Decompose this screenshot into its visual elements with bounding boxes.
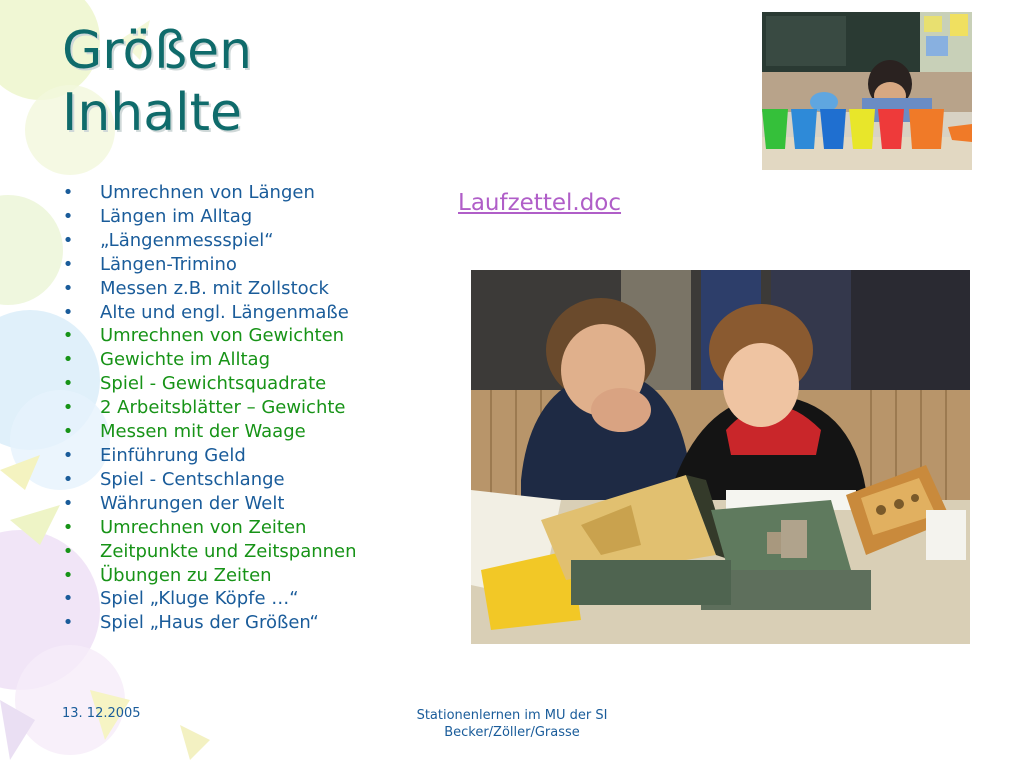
photo-two-boys-with-scale [471, 270, 970, 644]
topic-text: Spiel - Centschlange [100, 468, 285, 490]
bullet-icon: • [62, 205, 74, 227]
topic-list-item [58, 540, 357, 564]
topic-list-item [58, 396, 357, 420]
topic-list-item [58, 301, 357, 325]
topic-text: Messen mit der Waage [100, 421, 306, 443]
topic-text: Zeitpunkte und Zeitspannen [100, 540, 357, 562]
topic-list-item [58, 277, 357, 301]
topic-text: Messen z.B. mit Zollstock [100, 277, 329, 299]
topic-list-item [58, 348, 357, 372]
topic-list-item [58, 181, 357, 205]
bullet-icon: • [62, 468, 74, 490]
title-line-1: Größen [62, 21, 253, 81]
topic-text: Längen im Alltag [100, 205, 253, 227]
bullet-icon: • [62, 540, 74, 562]
bullet-icon: • [62, 253, 74, 275]
topic-text: Übungen zu Zeiten [100, 564, 272, 586]
topic-list-item [58, 372, 357, 396]
topic-text: „Längenmessspiel“ [100, 229, 274, 251]
topic-text: Spiel - Gewichtsquadrate [100, 373, 327, 395]
topic-text: Währungen der Welt [100, 492, 285, 514]
topic-list-item [58, 324, 357, 348]
topic-list-item [58, 468, 357, 492]
bullet-icon: • [62, 444, 74, 466]
bullet-icon: • [62, 373, 74, 395]
topic-text: Einführung Geld [100, 444, 246, 466]
laufzettel-link[interactable]: Laufzettel.doc [458, 190, 622, 216]
topic-list-item [58, 444, 357, 468]
topic-list [58, 181, 357, 635]
bullet-icon: • [62, 612, 74, 634]
topic-list-item [58, 205, 357, 229]
bullet-icon: • [62, 516, 74, 538]
footer-date: 13. 12.2005 [62, 706, 141, 721]
bullet-icon: • [62, 421, 74, 443]
topic-list-item [58, 564, 357, 588]
bullet-icon: • [62, 229, 74, 251]
topic-list-item [58, 253, 357, 277]
title-line-2: Inhalte [62, 83, 242, 143]
bullet-icon: • [62, 325, 74, 347]
bullet-icon: • [62, 492, 74, 514]
topic-text: Spiel „Haus der Größen“ [100, 612, 319, 634]
topic-text: Umrechnen von Längen [100, 182, 315, 203]
bullet-icon: • [62, 277, 74, 299]
topic-text: Umrechnen von Gewichten [100, 325, 345, 347]
bullet-icon: • [62, 397, 74, 419]
bullet-icon: • [62, 588, 74, 610]
topic-list-item [58, 611, 357, 635]
topic-list-item [58, 229, 357, 253]
bullet-icon: • [62, 182, 74, 203]
topic-text: Spiel „Kluge Köpfe …“ [100, 588, 299, 610]
topic-text: Alte und engl. Längenmaße [100, 301, 349, 323]
topic-text: Umrechnen von Zeiten [100, 516, 307, 538]
bullet-icon: • [62, 349, 74, 371]
bullet-icon: • [62, 564, 74, 586]
slide-title [62, 20, 252, 144]
topic-list-item [58, 492, 357, 516]
topic-list-item [58, 420, 357, 444]
topic-text: Gewichte im Alltag [100, 349, 270, 371]
footer-center-text [382, 707, 642, 741]
topic-text: Längen-Trimino [100, 253, 237, 275]
photo-child-colored-cups [762, 12, 972, 170]
topic-list-item [58, 516, 357, 540]
topic-text: 2 Arbeitsblätter – Gewichte [100, 397, 346, 419]
bullet-icon: • [62, 301, 74, 323]
topic-list-item [58, 587, 357, 611]
footer-line-2: Becker/Zöller/Grasse [444, 725, 580, 740]
footer-line-1: Stationenlernen im MU der SI [416, 708, 608, 723]
